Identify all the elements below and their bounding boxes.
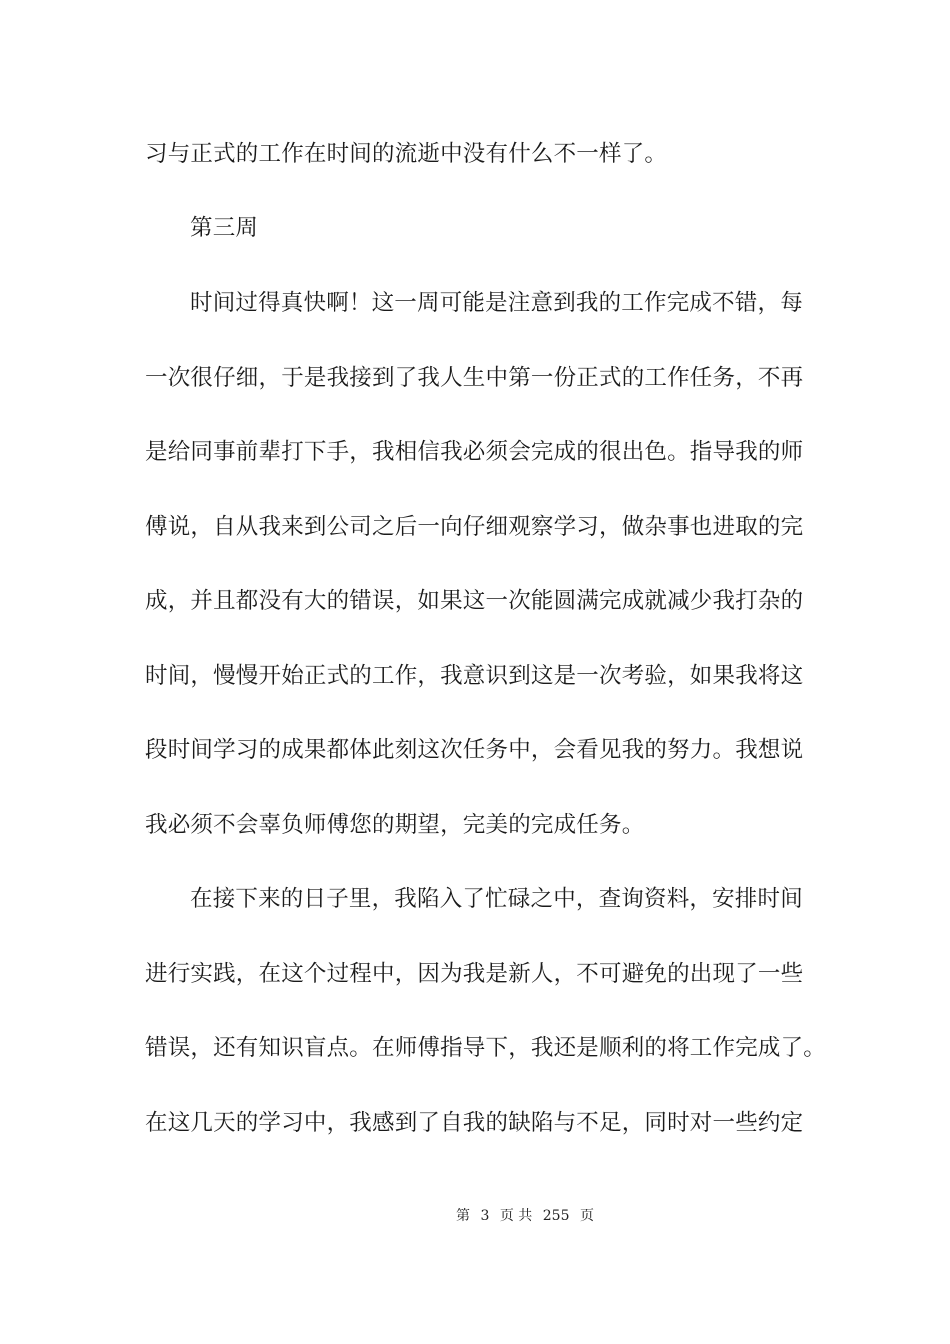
text-line: 一次很仔细，于是我接到了我人生中第一份正式的工作任务，不再 — [145, 365, 804, 391]
text-line: 我必须不会辜负师傅您的期望，完美的完成任务。 — [145, 812, 645, 838]
text-line: 进行实践，在这个过程中，因为我是新人，不可避免的出现了一些 — [145, 961, 804, 987]
text-line: 错误，还有知识盲点。在师傅指导下，我还是顺利的将工作完成了。 — [145, 1035, 827, 1061]
footer-suffix: 页 — [579, 1208, 594, 1224]
text-line: 习与正式的工作在时间的流逝中没有什么不一样了。 — [145, 141, 668, 167]
footer-prefix: 第 — [456, 1208, 471, 1224]
section-heading: 第三周 — [190, 215, 259, 241]
text-line: 段时间学习的成果都体此刻这次任务中，会看见我的努力。我想说 — [145, 737, 804, 763]
page-footer — [0, 1206, 950, 1226]
footer-current-page: 3 — [480, 1208, 490, 1224]
text-line: 在这几天的学习中，我感到了自我的缺陷与不足，同时对一些约定 — [145, 1110, 804, 1136]
footer-total-pages: 255 — [542, 1208, 570, 1224]
text-line: 在接下来的日子里，我陷入了忙碌之中，查询资料，安排时间 — [190, 886, 803, 912]
footer-mid: 页 共 — [499, 1208, 533, 1224]
text-line: 时间，慢慢开始正式的工作，我意识到这是一次考验，如果我将这 — [145, 663, 804, 689]
text-line: 成，并且都没有大的错误，如果这一次能圆满完成就减少我打杂的 — [145, 588, 804, 614]
text-line: 傅说，自从我来到公司之后一向仔细观察学习，做杂事也进取的完 — [145, 514, 804, 540]
text-line: 时间过得真快啊！这一周可能是注意到我的工作完成不错，每 — [190, 290, 803, 316]
text-line: 是给同事前辈打下手，我相信我必须会完成的很出色。指导我的师 — [145, 439, 804, 465]
